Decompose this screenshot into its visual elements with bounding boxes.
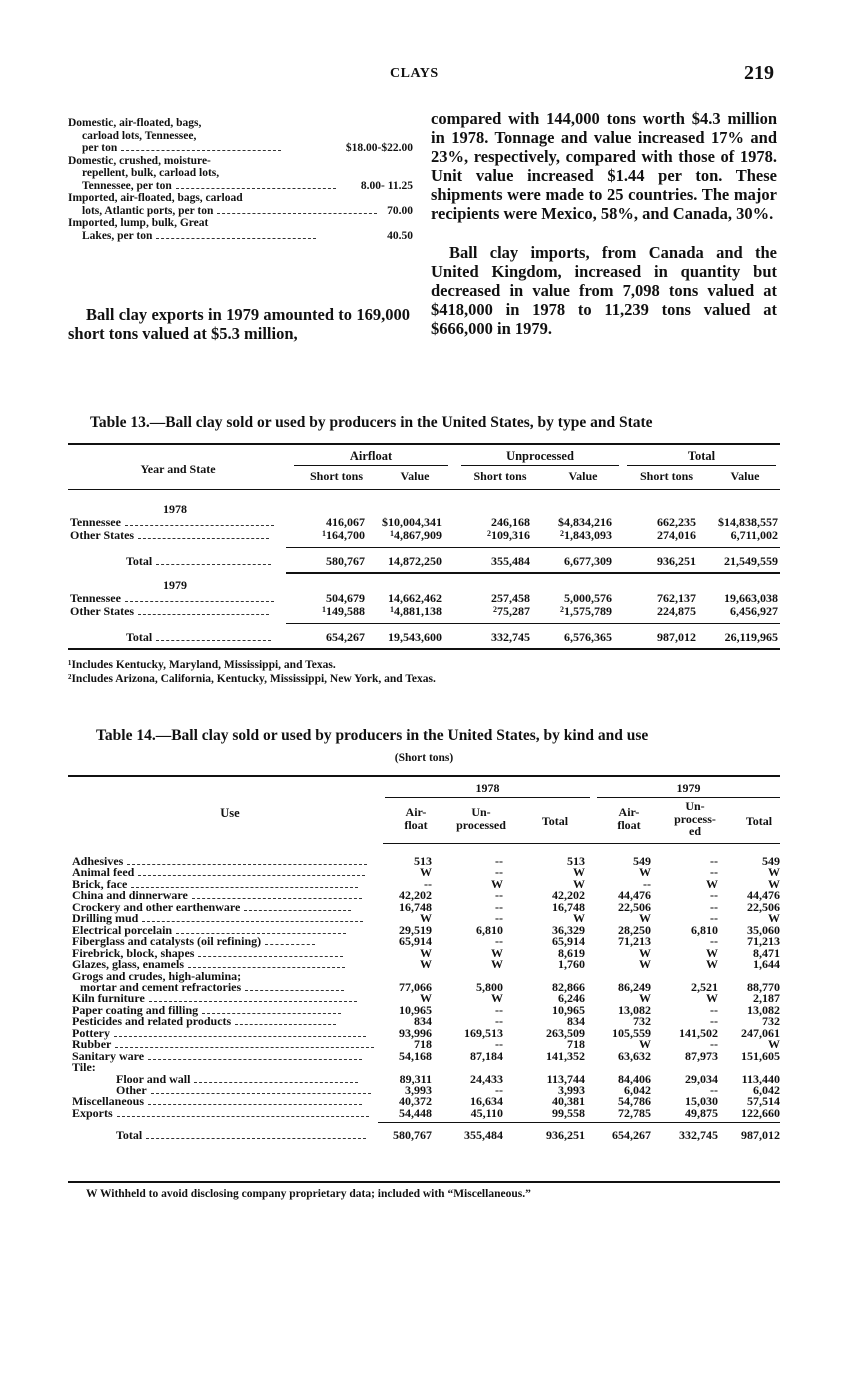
- table-14-subcol: Un- processed: [456, 805, 506, 832]
- row-label: Exports: [72, 1105, 113, 1120]
- table-cell: 29,519: [399, 922, 432, 937]
- table-cell: 57,514: [747, 1094, 780, 1109]
- table-cell: 89,311: [399, 1071, 432, 1086]
- table-cell: --: [495, 899, 503, 914]
- table-cell: 2,521: [691, 979, 718, 994]
- table-14-year-1978: 1978: [475, 781, 500, 795]
- table-cell: 1,644: [753, 957, 780, 972]
- table-cell: --: [495, 888, 503, 903]
- table-cell: --: [710, 854, 718, 868]
- table-cell: 21,549,559: [724, 554, 778, 568]
- table-cell: 662,235: [657, 515, 696, 529]
- table-13-col-year-state: Year and State: [140, 462, 216, 476]
- row-label: Tennessee: [70, 591, 121, 605]
- table-14-subtitle: (Short tons): [394, 752, 454, 764]
- row-label: Pesticides and related products: [72, 1014, 232, 1029]
- table-cell: 42,202: [552, 888, 585, 903]
- row-label: Floor and wall: [116, 1071, 191, 1086]
- table-cell: 122,660: [741, 1105, 780, 1120]
- row-label: Kiln furniture: [72, 991, 145, 1006]
- table-cell: 654,267: [612, 1128, 651, 1143]
- table-cell: --: [495, 934, 503, 949]
- table-cell: 54,168: [399, 1048, 432, 1063]
- table-cell: 45,110: [470, 1105, 503, 1120]
- table-cell: W: [706, 876, 718, 891]
- table-cell: 113,744: [546, 1071, 585, 1086]
- table-cell: 247,061: [741, 1025, 780, 1040]
- table-cell: W: [768, 911, 780, 926]
- row-label: mortar and cement refractories: [80, 979, 242, 994]
- table-cell: W: [573, 911, 585, 926]
- price-item-label: Lakes, per ton: [82, 229, 153, 242]
- row-label: Tile:: [72, 1060, 96, 1075]
- table-row: [68, 1107, 780, 1119]
- price-item-last-line: [68, 142, 413, 155]
- table-total-row: [68, 1128, 780, 1142]
- table-cell: 2,187: [753, 991, 780, 1006]
- table-cell: 6,677,309: [564, 554, 612, 568]
- price-item-label: carload lots, Tennessee,: [82, 129, 197, 142]
- total-label: Total: [126, 554, 153, 568]
- table-cell: 71,213: [618, 934, 651, 949]
- table-cell: 332,745: [491, 630, 530, 644]
- table-cell: 35,060: [747, 922, 780, 937]
- row-label: Electrical porcelain: [72, 922, 173, 937]
- table-cell: $^1$4,867,909: [390, 528, 442, 542]
- table-total-row: [68, 630, 780, 644]
- table-cell: 987,012: [657, 630, 696, 644]
- table-13-subcol: Value: [730, 469, 760, 483]
- table-cell: W: [639, 911, 651, 926]
- table-cell: 504,679: [326, 591, 365, 605]
- table-13-title: Table 13.—Ball clay sold or used by producers in the United States, by type and State: [90, 414, 653, 431]
- table-14-year-1979: 1979: [676, 781, 701, 795]
- table-13-subcol: Short tons: [473, 469, 527, 483]
- table-cell: 3,993: [405, 1083, 432, 1097]
- paragraph-imports: Ball clay imports, from Canada and the United Kingdom, increased in quantity but decreased in value from 7,098 tons valued at $418,000 in 1978 to 11,239 tons valued at $666,000 in 1979.: [431, 243, 777, 338]
- table-cell: W: [491, 945, 503, 960]
- table-cell: $^1$4,881,138: [390, 604, 442, 618]
- table-cell: W: [639, 991, 651, 1006]
- table-13-footnote-2: ²Includes Arizona, California, Kentucky, Mississippi, New York, and Texas.: [68, 673, 436, 685]
- row-label: Brick, face: [72, 876, 128, 891]
- table-cell: W: [573, 865, 585, 880]
- table-cell: 65,914: [399, 934, 432, 949]
- table-cell: W: [706, 957, 718, 972]
- table-cell: --: [710, 1037, 718, 1052]
- table-cell: W: [768, 876, 780, 891]
- price-item-label: Tennessee, per ton: [82, 179, 172, 192]
- table-cell: 40,381: [552, 1094, 585, 1109]
- table-cell: 29,034: [685, 1071, 718, 1086]
- price-item-label: per ton: [82, 142, 118, 154]
- table-cell: 6,810: [476, 922, 503, 937]
- table-cell: 5,800: [476, 979, 503, 994]
- row-label: Glazes, glass, enamels: [72, 957, 184, 972]
- table-cell: 24,433: [470, 1071, 503, 1086]
- price-item-last-line: [68, 230, 413, 243]
- table-cell: 16,748: [399, 899, 432, 914]
- running-header-title: CLAYS: [390, 66, 439, 81]
- table-cell: --: [710, 1014, 718, 1029]
- row-label: Other States: [70, 604, 135, 618]
- table-13-subcol: Short tons: [309, 469, 363, 483]
- table-cell: 13,082: [618, 1002, 651, 1017]
- table-cell: 549: [762, 854, 780, 868]
- table-cell: 151,605: [741, 1048, 780, 1063]
- table-cell: 6,456,927: [730, 604, 778, 618]
- table-cell: 549: [633, 854, 651, 868]
- table-cell: 654,267: [326, 630, 365, 644]
- table-cell: --: [495, 911, 503, 926]
- row-label: Miscellaneous: [72, 1094, 144, 1109]
- table-14-subcol: Air- float: [617, 805, 641, 832]
- price-item-value: $18.00-$22.00: [345, 142, 413, 154]
- table-cell: --: [710, 899, 718, 914]
- table-cell: 6,576,365: [564, 630, 612, 644]
- table-cell: 1,760: [558, 957, 585, 972]
- paragraph-exports: Ball clay exports in 1979 amounted to 169,000 short tons valued at $5.3 million,: [68, 305, 410, 343]
- table-cell: 834: [567, 1014, 585, 1029]
- table-cell: 88,770: [747, 979, 780, 994]
- table-cell: 22,506: [618, 899, 651, 914]
- row-label: Grogs and crudes, high-alumina;: [72, 968, 242, 983]
- table-cell: 54,448: [399, 1105, 432, 1120]
- table-row: [68, 528, 780, 541]
- price-item-value: 40.50: [387, 229, 413, 242]
- price-item-label: Imported, air-floated, bags, carload: [68, 192, 243, 204]
- table-cell: W: [639, 1037, 651, 1052]
- row-label: Crockery and other earthenware: [72, 899, 241, 914]
- price-item-value: 70.00: [387, 204, 413, 217]
- row-label: Adhesives: [72, 854, 124, 868]
- table-cell: 355,484: [464, 1128, 503, 1143]
- table-row: [68, 604, 780, 617]
- table-cell: 141,502: [679, 1025, 718, 1040]
- table-cell: 16,634: [470, 1094, 503, 1109]
- table-cell: 87,973: [685, 1048, 718, 1063]
- price-list: [68, 117, 413, 242]
- table-cell: 263,509: [546, 1025, 585, 1040]
- table-cell: 274,016: [657, 528, 696, 542]
- price-item-last-line: [68, 180, 413, 193]
- table-cell: $^2$109,316: [487, 528, 530, 542]
- table-cell: 10,965: [552, 1002, 585, 1017]
- table-cell: 86,249: [618, 979, 651, 994]
- table-cell: --: [710, 1002, 718, 1017]
- table-row: [68, 1050, 780, 1062]
- table-row: [68, 591, 780, 604]
- table-cell: --: [495, 854, 503, 868]
- total-label: Total: [116, 1128, 143, 1143]
- table-cell: $^2$1,575,789: [560, 604, 612, 618]
- table-cell: 36,329: [552, 922, 585, 937]
- table-cell: $4,834,216: [558, 515, 612, 529]
- table-cell: 40,372: [399, 1094, 432, 1109]
- table-cell: 6,246: [558, 991, 585, 1006]
- table-cell: 22,506: [747, 899, 780, 914]
- table-cell: 718: [414, 1037, 432, 1052]
- table-cell: 718: [567, 1037, 585, 1052]
- table-cell: W: [706, 945, 718, 960]
- table-cell: 113,440: [741, 1071, 780, 1086]
- table-cell: 6,711,002: [730, 528, 778, 542]
- table-cell: 77,066: [399, 979, 432, 994]
- table-cell: 54,786: [618, 1094, 651, 1109]
- table-14-subcol: Un- process- ed: [674, 799, 716, 838]
- table-cell: W: [706, 991, 718, 1006]
- table-cell: W: [491, 991, 503, 1006]
- table-cell: W: [420, 865, 432, 880]
- table-cell: 936,251: [657, 554, 696, 568]
- total-label: Total: [126, 630, 153, 644]
- table-cell: 246,168: [491, 515, 530, 529]
- table-cell: 762,137: [657, 591, 696, 605]
- table-cell: 19,543,600: [388, 630, 442, 644]
- page-number: 219: [744, 62, 774, 84]
- price-item: [68, 192, 413, 217]
- table-cell: 84,406: [618, 1071, 651, 1086]
- table-cell: 513: [414, 854, 432, 868]
- table-13-year: 1979: [163, 578, 187, 592]
- price-item-label: Domestic, air-floated, bags,: [68, 117, 202, 129]
- table-cell: --: [495, 1014, 503, 1029]
- table-cell: W: [420, 911, 432, 926]
- table-cell: 14,872,250: [388, 554, 442, 568]
- table-cell: 936,251: [546, 1128, 585, 1143]
- table-13-subcol: Value: [568, 469, 598, 483]
- row-label: China and dinnerware: [72, 888, 188, 903]
- table-cell: --: [495, 865, 503, 880]
- table-cell: 13,082: [747, 1002, 780, 1017]
- table-cell: 87,184: [470, 1048, 503, 1063]
- table-cell: 141,352: [546, 1048, 585, 1063]
- table-cell: 28,250: [618, 922, 651, 937]
- table-cell: W: [491, 876, 503, 891]
- table-13-group-total: Total: [687, 449, 716, 463]
- table-row: [68, 515, 780, 528]
- table-cell: $14,838,557: [718, 515, 778, 529]
- price-item-value: 8.00- 11.25: [360, 179, 413, 192]
- table-cell: 82,866: [552, 979, 585, 994]
- table-cell: 10,965: [399, 1002, 432, 1017]
- table-13-subcol: Value: [400, 469, 430, 483]
- table-cell: 513: [567, 854, 585, 868]
- table-13-footnote-1: ¹Includes Kentucky, Maryland, Mississippi, and Texas.: [68, 659, 336, 671]
- table-cell: 8,619: [558, 945, 585, 960]
- table-cell: 6,042: [753, 1083, 780, 1097]
- paragraph-exports-continued: compared with 144,000 tons worth $4.3 million in 1978. Tonnage and value increased 17% and 23%, respectively, compared with those of 1978. Unit value increased $1.44 per ton. These shipments were made to 25 countries. The major recipients were Mexico, 58%, and Canada, 30%.: [431, 109, 777, 223]
- table-cell: 169,513: [464, 1025, 503, 1040]
- table-13-group-airfloat: Airfloat: [349, 449, 393, 463]
- table-cell: --: [424, 876, 432, 891]
- table-cell: 44,476: [747, 888, 780, 903]
- table-cell: W: [420, 945, 432, 960]
- table-cell: --: [710, 865, 718, 880]
- row-label: Tennessee: [70, 515, 121, 529]
- table-cell: 15,030: [685, 1094, 718, 1109]
- table-cell: 63,632: [618, 1048, 651, 1063]
- table-cell: 834: [414, 1014, 432, 1029]
- table-cell: W: [768, 865, 780, 880]
- table-cell: W: [639, 957, 651, 972]
- price-item-label: repellent, bulk, carload lots,: [82, 167, 220, 179]
- row-label: Animal feed: [72, 865, 135, 880]
- row-label: Fiberglass and catalysts (oil refining): [72, 934, 262, 949]
- row-label: Other: [116, 1083, 147, 1097]
- table-14-subcol: Total: [541, 814, 569, 828]
- price-item-label: lots, Atlantic ports, per ton: [82, 204, 214, 217]
- table-cell: 8,471: [753, 945, 780, 960]
- price-item-label: Domestic, crushed, moisture-: [68, 154, 211, 167]
- row-label: Other States: [70, 528, 135, 542]
- table-cell: W: [768, 1037, 780, 1052]
- table-cell: 257,458: [491, 591, 530, 605]
- table-cell: 3,993: [558, 1083, 585, 1097]
- price-item: [68, 155, 413, 193]
- table-13-year: 1978: [163, 502, 187, 516]
- table-cell: 224,875: [657, 604, 696, 618]
- table-cell: 19,663,038: [724, 591, 778, 605]
- table-13-group-unprocessed: Unprocessed: [506, 449, 574, 463]
- table-14-subcol: Air- float: [404, 805, 428, 832]
- table-cell: 6,042: [624, 1083, 651, 1097]
- table-cell: $10,004,341: [382, 515, 442, 529]
- table-cell: 16,748: [552, 899, 585, 914]
- table-cell: $^1$149,588: [322, 604, 365, 618]
- table-cell: --: [710, 888, 718, 903]
- table-cell: 987,012: [741, 1128, 780, 1143]
- table-13-subcol: Short tons: [639, 469, 693, 483]
- table-cell: 6,810: [691, 922, 718, 937]
- table-cell: 71,213: [747, 934, 780, 949]
- table-cell: $^1$164,700: [322, 528, 365, 542]
- table-cell: 732: [762, 1014, 780, 1029]
- table-cell: --: [643, 876, 651, 891]
- table-14-title: Table 14.—Ball clay sold or used by producers in the United States, by kind and use: [96, 727, 649, 744]
- table-cell: W: [420, 957, 432, 972]
- table-cell: 416,067: [326, 515, 365, 529]
- table-cell: W: [639, 865, 651, 880]
- table-cell: W: [573, 876, 585, 891]
- table-cell: 72,785: [618, 1105, 651, 1120]
- table-cell: 99,558: [552, 1105, 585, 1120]
- table-cell: 355,484: [491, 554, 530, 568]
- price-item-last-line: [68, 205, 413, 218]
- table-cell: 26,119,965: [724, 630, 778, 644]
- table-cell: 65,914: [552, 934, 585, 949]
- row-label: Firebrick, block, shapes: [72, 945, 195, 960]
- table-cell: W: [491, 957, 503, 972]
- table-cell: 732: [633, 1014, 651, 1029]
- price-item: [68, 217, 413, 242]
- table-cell: $^2$75,287: [493, 604, 530, 618]
- table-cell: 105,559: [612, 1025, 651, 1040]
- table-cell: $^2$1,843,093: [560, 528, 612, 542]
- table-cell: W: [639, 945, 651, 960]
- table-cell: 14,662,462: [388, 591, 442, 605]
- table-cell: W: [420, 991, 432, 1006]
- table-cell: --: [495, 1037, 503, 1052]
- table-cell: 580,767: [393, 1128, 432, 1143]
- table-total-row: [68, 554, 780, 568]
- row-label: Rubber: [72, 1037, 112, 1052]
- table-cell: 44,476: [618, 888, 651, 903]
- table-cell: 49,875: [685, 1105, 718, 1120]
- table-cell: --: [495, 1083, 503, 1097]
- table-14-subcol: Total: [745, 814, 773, 828]
- table-cell: --: [710, 934, 718, 949]
- table-cell: 332,745: [679, 1128, 718, 1143]
- row-label: Sanitary ware: [72, 1048, 145, 1063]
- table-14-footnote: W Withheld to avoid disclosing company proprietary data; included with “Miscellaneous.”: [86, 1188, 531, 1200]
- table-cell: --: [710, 911, 718, 926]
- table-cell: 580,767: [326, 554, 365, 568]
- table-cell: --: [495, 1002, 503, 1017]
- table-14-col-use: Use: [220, 806, 240, 820]
- price-item-label: Imported, lump, bulk, Great: [68, 217, 209, 229]
- table-cell: 5,000,576: [564, 591, 612, 605]
- table-cell: --: [710, 1083, 718, 1097]
- price-item: [68, 117, 413, 155]
- row-label: Drilling mud: [72, 911, 139, 926]
- row-label: Paper coating and filling: [72, 1002, 199, 1017]
- row-label: Pottery: [72, 1025, 110, 1040]
- table-cell: 93,996: [399, 1025, 432, 1040]
- table-cell: 42,202: [399, 888, 432, 903]
